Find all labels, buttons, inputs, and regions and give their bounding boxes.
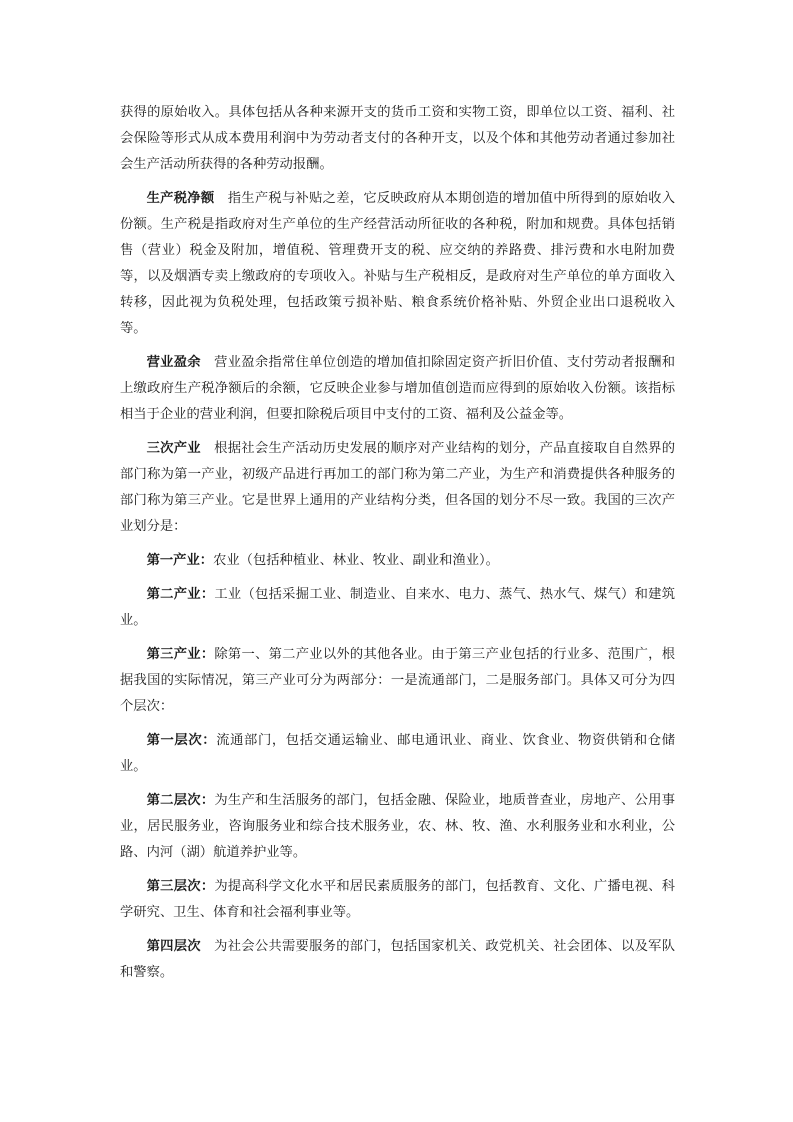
term-secondary-industry: 第二产业：	[146, 587, 215, 602]
paragraph-level-three	[120, 874, 675, 926]
term-level-two: 第二层次：	[146, 793, 215, 808]
term-level-three: 第三层次：	[146, 879, 215, 894]
paragraph-text: 工业（包括采掘工业、制造业、自来水、电力、蒸气、热水气、煤气）和建筑业。	[120, 587, 676, 628]
paragraph-net-production-tax	[120, 186, 675, 342]
term-level-one: 第一层次：	[146, 733, 217, 748]
paragraph-tertiary-industry	[120, 642, 675, 720]
paragraph-text: 根据社会生产活动历史发展的顺序对产业结构的划分，产品直接取自自然界的部门称为第一产业，初级产品进行再加工的部门称为第二产业，为生产和消费提供各种服务的部门称为第三产业。它是世界上通用的产业结构分类，但各国的划分不尽一致。我国的三次产业划分是：	[120, 441, 675, 534]
paragraph-text: 营业盈余指常住单位创造的增加值扣除固定资产折旧价值、支付劳动者报酬和上缴政府生产税净额后的余额，它反映企业参与增加值创造而应得到的原始收入份额。该指标相当于企业的营业利润，但要扣除税后项目中支付的工资、福利及公益金等。	[120, 355, 675, 422]
paragraph-text: 流通部门，包括交通运输业、邮电通讯业、商业、饮食业、物资供销和仓储业。	[120, 733, 675, 774]
term-net-production-tax: 生产税净额	[146, 191, 215, 206]
paragraph-text: 农业（包括种植业、林业、牧业、副业和渔业）。	[213, 553, 499, 568]
paragraph-text: 为社会公共需要服务的部门，包括国家机关、政党机关、社会团体、以及军队和警察。	[120, 939, 675, 980]
paragraph-three-industries	[120, 436, 675, 540]
term-operating-surplus: 营业盈余	[146, 355, 201, 370]
term-three-industries: 三次产业	[146, 441, 201, 456]
paragraph-text: 指生产税与补贴之差，它反映政府从本期创造的增加值中所得到的原始收入份额。生产税是指政府对生产单位的生产经营活动所征收的各种税，附加和规费。具体包括销售（营业）税金及附加，增值税、管理费开支的税、应交纳的养路费、排污费和水电附加费等，以及烟酒专卖上缴政府的专项收入。补贴与生产税相反，是政府对生产单位的单方面收入转移，因此视为负税处理，包括政策亏损补贴、粮食系统价格补贴、外贸企业出口退税收入等。	[120, 191, 675, 336]
term-level-four: 第四层次	[146, 939, 201, 954]
term-primary-industry: 第一产业：	[146, 553, 214, 568]
paragraph-operating-surplus	[120, 350, 675, 428]
paragraph-text: 为生产和生活服务的部门，包括金融、保险业，地质普查业，房地产、公用事业，居民服务业，咨询服务业和综合技术服务业，农、林、牧、渔、水利服务业和水利业，公路、内河（湖）航道养护业等。	[120, 793, 676, 860]
paragraph-level-one	[120, 728, 675, 780]
document-body	[120, 100, 675, 994]
paragraph-labor-income-continued	[120, 100, 675, 178]
paragraph-text: 获得的原始收入。具体包括从各种来源开支的货币工资和实物工资，即单位以工资、福利、社会保险等形式从成本费用利润中为劳动者支付的各种开支，以及个体和其他劳动者通过参加社会生产活动所获得的各种劳动报酬。	[120, 105, 675, 172]
paragraph-level-two	[120, 788, 675, 866]
paragraph-primary-industry	[120, 548, 675, 574]
paragraph-secondary-industry	[120, 582, 675, 634]
paragraph-level-four	[120, 934, 675, 986]
term-tertiary-industry: 第三产业：	[146, 647, 215, 662]
paragraph-text: 为提高科学文化水平和居民素质服务的部门，包括教育、文化、广播电视、科学研究、卫生、体育和社会福利事业等。	[120, 879, 676, 920]
paragraph-text: 除第一、第二产业以外的其他各业。由于第三产业包括的行业多、范围广，根据我国的实际情况，第三产业可分为两部分：一是流通部门，二是服务部门。具体又可分为四个层次：	[120, 647, 676, 714]
